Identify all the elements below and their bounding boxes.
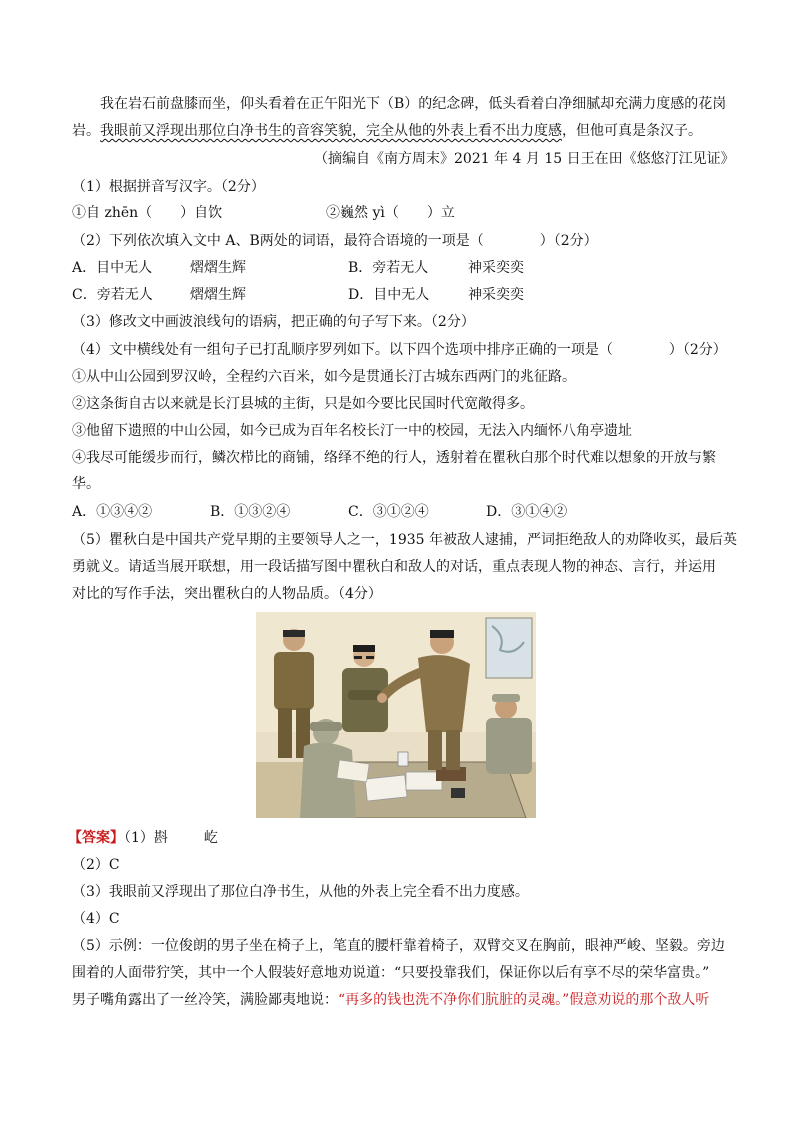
answer-5-line-2: 围着的人面带狞笑，其中一个人假装好意地劝说道：“只要投靠我们，保证你以后有享不尽的荣华富贵。” <box>72 965 710 981</box>
answer-1-prefix: （1） <box>124 830 154 846</box>
q2-option-word1: 旁若无人 <box>372 260 429 276</box>
q2-option-c <box>72 285 153 305</box>
q2-option-letter: D． <box>348 287 374 303</box>
passage-line-2-end: ，但他可真是条汉子。 <box>562 123 702 139</box>
q1-prompt: （1）根据拼音写汉字。（2分） <box>72 179 265 195</box>
q2-option-word1: 目中无人 <box>96 260 153 276</box>
answer-5-quote: “再多的钱也洗不净你们肮脏的灵魂。”假意劝说的那个敌人听 <box>338 992 710 1008</box>
q2-option-letter: B． <box>348 260 373 276</box>
q2-option-word1: 目中无人 <box>373 287 430 303</box>
q2-option-c-word2: 熠熠生辉 <box>190 287 246 303</box>
answer-5-line-3 <box>72 990 709 1010</box>
q1-item-b: ②巍然 yì（ ）立 <box>326 205 455 221</box>
q2-option-b-word2: 神采奕奕 <box>468 260 524 276</box>
wavy-underlined-sentence: 我眼前又浮现出那位白净书生的音容笑貌，完全从他的外表上看不出力度感 <box>100 123 562 139</box>
q4-option-b: B．①③②④ <box>210 504 291 520</box>
q2-option-b <box>348 258 428 278</box>
passage-line-2 <box>72 121 702 141</box>
q3-prompt: （3）修改文中画波浪线句的语病，把正确的句子写下来。（2分） <box>72 314 475 330</box>
answer-1-char-2: 屹 <box>203 830 218 846</box>
q2-prompt: （2）下列依次填入文中 A、B两处的词语，最符合语境的一项是（ ）（2分） <box>72 233 598 249</box>
q4-option-a: A．①③④② <box>72 504 153 520</box>
answer-1-char-1: 斟 <box>153 830 168 846</box>
answer-4: （4）C <box>72 911 120 927</box>
q2-option-a <box>72 258 152 278</box>
passage-line-2-start: 岩。 <box>72 123 100 139</box>
q2-option-letter: C． <box>72 287 97 303</box>
qu-qiubai-interrogation-illustration <box>256 612 536 818</box>
passage-source: （摘编自《南方周末》2021 年 4 月 15 日王在田《悠悠汀江见证》 <box>314 151 735 167</box>
q4-sentence-2: ②这条街自古以来就是长汀县城的主街，只是如今要比民国时代宽敞得多。 <box>72 396 534 412</box>
q4-sentence-4: ④我尽可能缓步而行，鳞次栉比的商铺，络绎不绝的行人，透射着在瞿秋白那个时代难以想象的开放与繁 <box>72 450 716 466</box>
answer-5-line-3-start: 男子嘴角露出了一丝冷笑，满脸鄙夷地说： <box>72 992 338 1008</box>
q4-option-c: C．③①②④ <box>348 504 429 520</box>
q2-option-word1: 旁若无人 <box>96 287 153 303</box>
q4-sentence-4-cont: 华。 <box>72 476 100 492</box>
answer-2: （2）C <box>72 857 120 873</box>
answer-label: 【答案】 <box>68 830 124 846</box>
answer-1 <box>68 828 218 848</box>
q2-option-a-word2: 熠熠生辉 <box>190 260 246 276</box>
q5-line-1: （5）瞿秋白是中国共产党早期的主要领导人之一，1935 年被敌人逮捕，严词拒绝敌人的劝降收买，最后英 <box>72 532 737 548</box>
q2-option-d <box>348 285 429 305</box>
passage-line-1: 我在岩石前盘膝而坐，仰头看着在正午阳光下（B）的纪念碑，低头看着白净细腻却充满力度感的花岗 <box>100 96 727 112</box>
q5-line-3: 对比的写作手法，突出瞿秋白的人物品质。（4分） <box>72 586 382 602</box>
answer-3: （3）我眼前又浮现出了那位白净书生，从他的外表上完全看不出力度感。 <box>72 884 529 900</box>
q4-sentence-1: ①从中山公园到罗汉岭，全程约六百米，如今是贯通长汀古城东西两门的兆征路。 <box>72 369 576 385</box>
q4-prompt: （4）文中横线处有一组句子已打乱顺序罗列如下。以下四个选项中排序正确的一项是（ ）（2分） <box>72 342 727 358</box>
answer-5-line-1: （5）示例：一位俊朗的男子坐在椅子上，笔直的腰杆靠着椅子，双臂交叉在胸前，眼神严峻、坚毅。旁边 <box>72 938 725 954</box>
q1-item-a: ①自 zhēn（ ）自饮 <box>72 205 223 221</box>
q5-line-2: 勇就义。请适当展开联想，用一段话描写图中瞿秋白和敌人的对话，重点表现人物的神态、言行，并运用 <box>72 559 716 575</box>
q2-option-letter: A． <box>72 260 97 276</box>
q4-option-d: D．③①④② <box>486 504 568 520</box>
q2-option-d-word2: 神采奕奕 <box>468 287 524 303</box>
q4-sentence-3: ③他留下遗照的中山公园，如今已成为百年名校长汀一中的校园，无法入内缅怀八角亭遗址 <box>72 423 632 439</box>
